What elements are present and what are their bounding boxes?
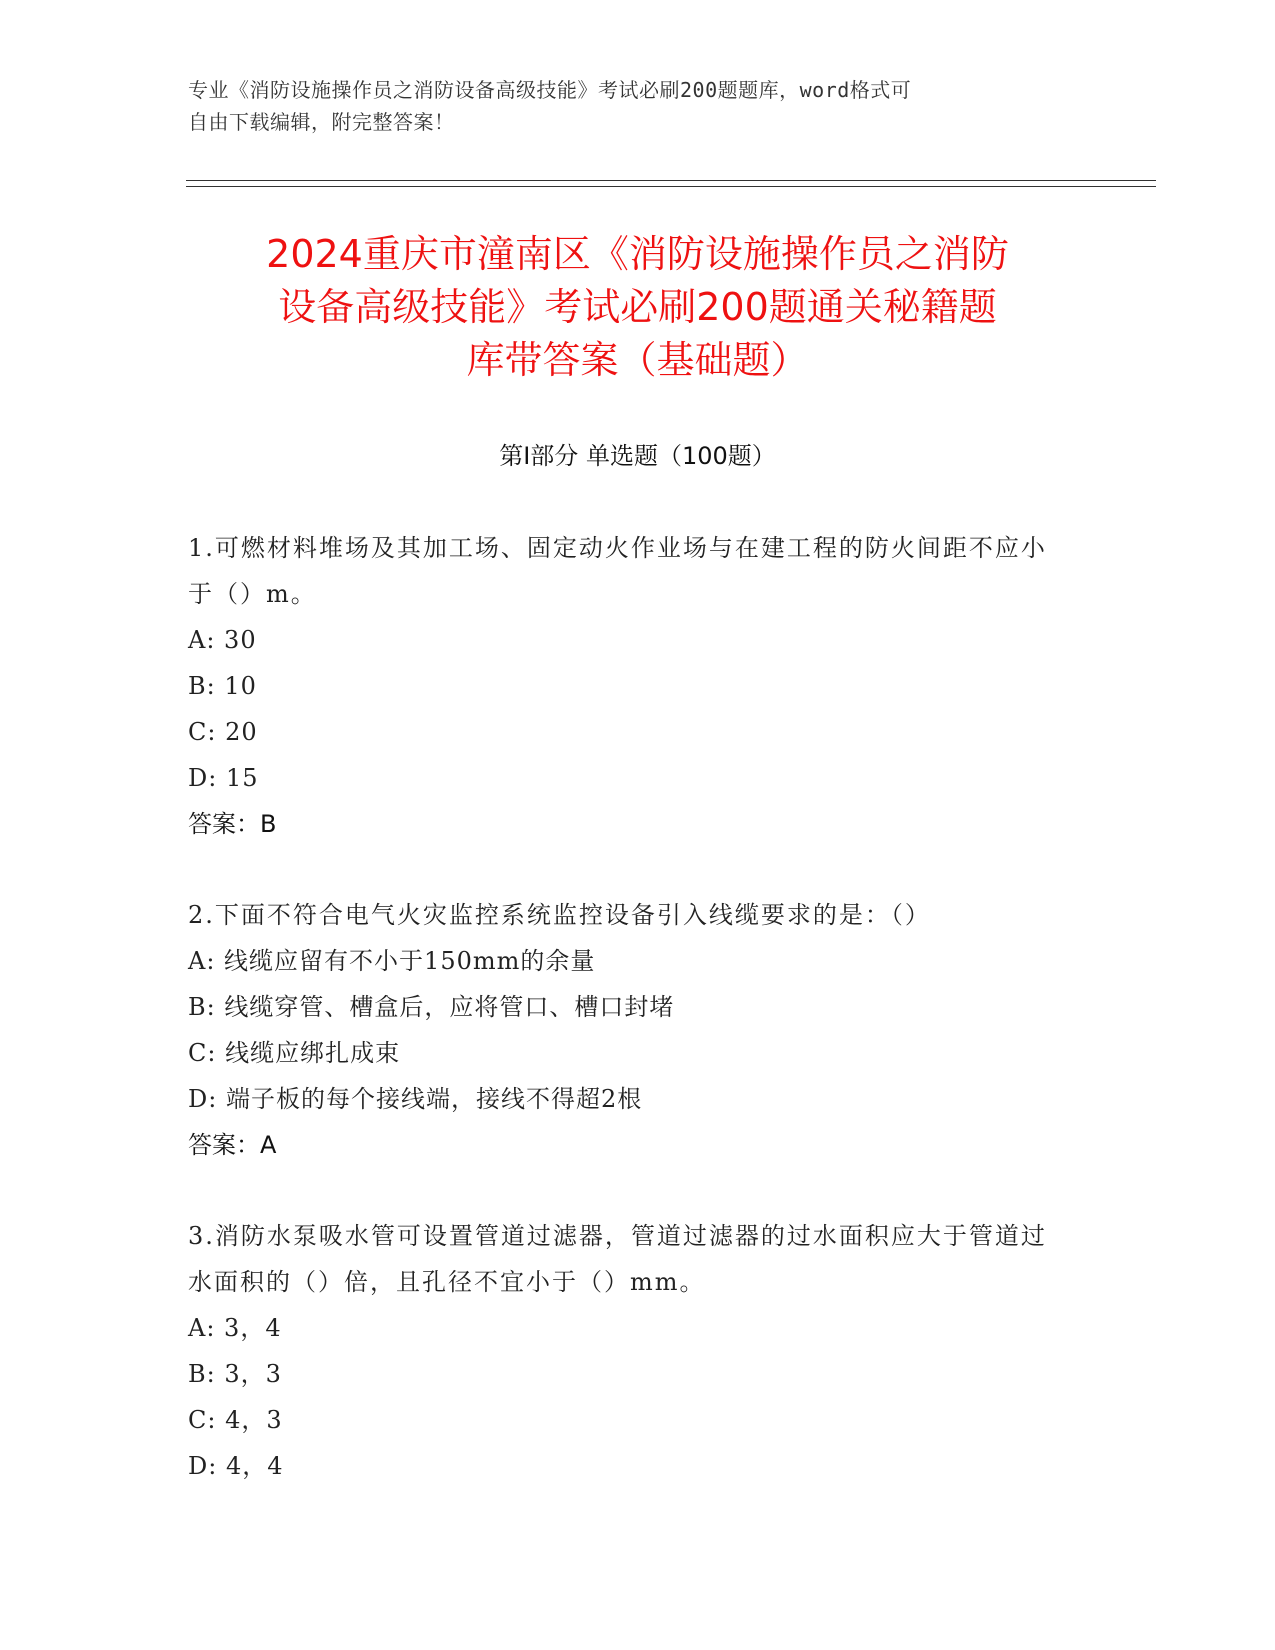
option-d: D: 15 [188,764,259,792]
question-stem: 2.下面不符合电气火灾监控系统监控设备引入线缆要求的是：（） [188,901,931,929]
header-note [188,74,1068,138]
option-b: B: 3，3 [188,1360,282,1388]
option-c: C: 4，3 [188,1406,283,1434]
question-2 [188,892,1068,1168]
option-a: A: 30 [188,626,257,654]
header-note-line-1: 专业《消防设施操作员之消防设备高级技能》考试必刷200题题库，word格式可 [188,78,912,102]
option-b: B: 10 [188,672,257,700]
question-1 [188,525,1068,847]
option-c: C: 线缆应绑扎成束 [188,1039,401,1067]
title-line-2: 设备高级技能》考试必刷200题通关秘籍题 [278,285,997,329]
question-list [188,525,1068,1534]
header-divider-bottom [186,186,1156,187]
option-d: D: 4，4 [188,1452,284,1480]
option-b: B: 线缆穿管、槽盒后，应将管口、槽口封堵 [188,993,675,1021]
document-title [150,228,1125,387]
option-d: D: 端子板的每个接线端，接线不得超2根 [188,1085,643,1113]
section-heading: 第Ⅰ部分 单选题（100题） [499,442,776,470]
question-3 [188,1213,1068,1489]
header-divider-top [186,180,1156,181]
title-line-1: 2024重庆市潼南区《消防设施操作员之消防 [266,232,1009,276]
title-line-3: 库带答案（基础题） [466,338,809,382]
option-a: A: 3，4 [188,1314,282,1342]
option-a: A: 线缆应留有不小于150mm的余量 [188,947,596,975]
question-stem: 3.消防水泵吸水管可设置管道过滤器，管道过滤器的过水面积应大于管道过水面积的（）倍，且孔径不宜小于（）mm。 [188,1222,1047,1296]
question-stem: 1.可燃材料堆场及其加工场、固定动火作业场与在建工程的防火间距不应小于（）m。 [188,534,1047,608]
answer: 答案：A [188,1131,277,1159]
header-note-line-2: 自由下载编辑，附完整答案！ [188,110,455,134]
answer: 答案：B [188,810,277,838]
option-c: C: 20 [188,718,258,746]
